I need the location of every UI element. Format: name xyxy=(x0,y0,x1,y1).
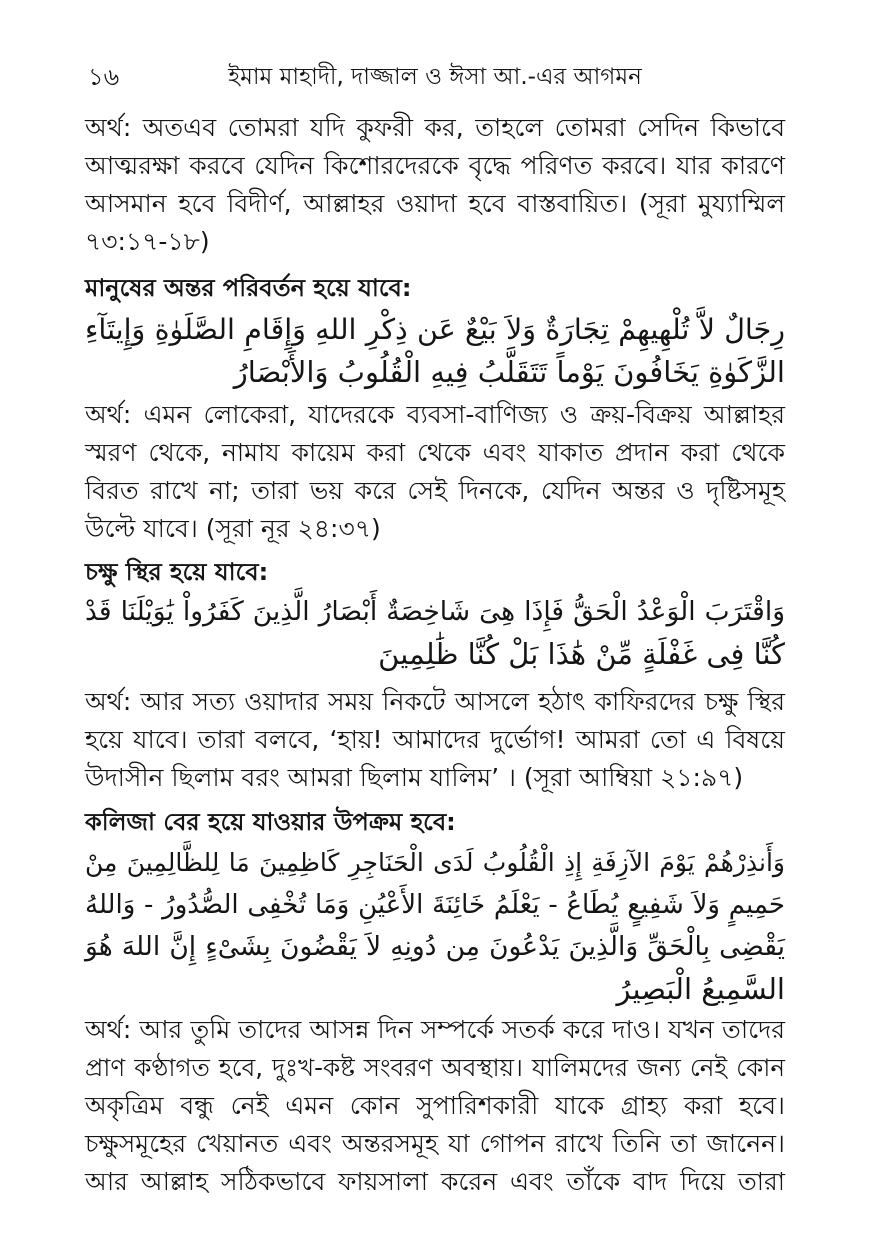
section-heading: মানুষের অন্তর পরিবর্তন হয়ে যাবে: xyxy=(85,274,412,302)
arabic-verse xyxy=(85,842,785,1010)
arabic-line: الزَّكَوٰةِ يَخَافُونَ يَوْماً تَتَقَلَّبُ فِيهِ الْقُلُوبُ وَالأَبْصَارُ xyxy=(233,355,785,389)
page-number: ১৬ xyxy=(88,63,120,91)
text-line: আর আল্লাহ সঠিকভাবে ফায়সালা করেন এবং তাঁকে বাদ দিয়ে তারা xyxy=(85,1167,785,1196)
arabic-verse xyxy=(85,309,785,393)
text-line: চক্ষুসমূহের খেয়ানত এবং অন্তরসমূহ যা গোপন রাখে তিনি তা জানেন। xyxy=(85,1129,785,1158)
text-line: অকৃত্রিম বন্ধু নেই এমন কোন সুপারিশকারী যাকে গ্রাহ্য করা হবে। xyxy=(85,1091,785,1120)
intro-paragraph xyxy=(85,109,785,261)
arabic-line: وَأَنذِرْهُمْ يَوْمَ الآزِفَةِ إِذِ الْقُلُوبُ لَدَى الْحَنَاجِرِ كَاظِمِينَ مَا لِلظَّالِمِينَ مِنْ xyxy=(85,848,785,877)
arabic-line: السَّمِيعُ الْبَصِيرُ xyxy=(616,972,785,1006)
text-line: উদাসীন ছিলাম বরং আমরা ছিলাম যালিম’ । (সূরা আম্বিয়া ২১:৯৭) xyxy=(85,763,744,792)
text-line: আত্মরক্ষা করবে যেদিন কিশোরদেরকে বৃদ্ধে পরিণত করবে। যার কারণে xyxy=(85,151,785,180)
arabic-line: وَاقْتَرَبَ الْوَعْدُ الْحَقُّ فَإِذَا هِىَ شَاخِصَةٌ أَبْصَارُ الَّذِينَ كَفَرُواْ يَٰوَيْلَنَا قَدْ xyxy=(85,596,785,627)
text-line: বিরত রাখে না; তারা ভয় করে সেই দিনকে, যেদিন অন্তর ও দৃষ্টিসমূহ xyxy=(85,476,785,505)
text-line: অর্থ: আর সত্য ওয়াদার সময় নিকটে আসলে হঠাৎ কাফিরদের চক্ষু স্থির xyxy=(85,687,785,716)
text-line: উল্টে যাবে। (সূরা নূর ২৪:৩৭) xyxy=(85,514,381,543)
text-line: আসমান হবে বিদীর্ণ, আল্লাহর ওয়াদা হবে বাস্তবায়িত। (সূরা মুয্যাম্মিল xyxy=(85,189,785,218)
text-line: ৭৩:১৭-১৮) xyxy=(85,227,210,256)
arabic-verse xyxy=(85,591,785,675)
arabic-line: كُنَّا فِى غَفْلَةٍ مِّنْ هَٰذَا بَلْ كُنَّا ظَٰلِمِينَ xyxy=(378,637,785,671)
section-heading: কলিজা বের হয়ে যাওয়ার উপক্রম হবে: xyxy=(85,808,456,836)
running-title: ইমাম মাহাদী, দাজ্জাল ও ঈসা আ.-এর আগমন xyxy=(228,64,642,90)
arabic-line: حَمِيمٍ وَلاَ شَفِيعٍ يُطَاعُ - يَعْلَمُ خَائِنَةَ الأَعْيُنِ وَمَا تُخْفِى الصُّدُورُ - وَاللهُ xyxy=(85,890,785,920)
arabic-line: يَقْضِى بِالْحَقِّ وَالَّذِينَ يَدْعُونَ مِن دُونِهِ لاَ يَقْضُونَ بِشَىْءٍ إِنَّ اللهَ هُوَ xyxy=(85,931,785,962)
meaning-paragraph xyxy=(85,683,785,797)
meaning-paragraph xyxy=(85,396,785,548)
text-line: স্মরণ থেকে, নামায কায়েম করা থেকে এবং যাকাত প্রদান করা থেকে xyxy=(85,438,785,467)
arabic-line: رِجَالٌ لاَّ تُلْهِيهِمْ تِجَارَةٌ وَلاَ بَيْعٌ عَن ذِكْرِ اللهِ وَإِقَامِ الصَّلَوٰةِ وَإِيتَآءِ xyxy=(85,313,785,346)
text-line: অর্থ: আর তুমি তাদের আসন্ন দিন সম্পর্কে সতর্ক করে দাও। যখন তাদের xyxy=(85,1015,785,1044)
meaning-paragraph xyxy=(85,1011,785,1201)
text-line: হয়ে যাবে। তারা বলবে, ‘হায়! আমাদের দুর্ভোগ! আমরা তো এ বিষয়ে xyxy=(85,725,785,754)
text-line: প্রাণ কণ্ঠাগত হবে, দুঃখ-কষ্ট সংবরণ অবস্থায়। যালিমদের জন্য নেই কোন xyxy=(85,1053,785,1082)
page-header xyxy=(85,62,785,92)
text-line: অর্থ: অতএব তোমরা যদি কুফরী কর, তাহলে তোমরা সেদিন কিভাবে xyxy=(85,113,785,142)
text-line: অর্থ: এমন লোকেরা, যাদেরকে ব্যবসা-বাণিজ্য ও ক্রয়-বিক্রয় আল্লাহর xyxy=(85,400,785,429)
section-heading: চক্ষু স্থির হয়ে যাবে: xyxy=(85,558,269,586)
